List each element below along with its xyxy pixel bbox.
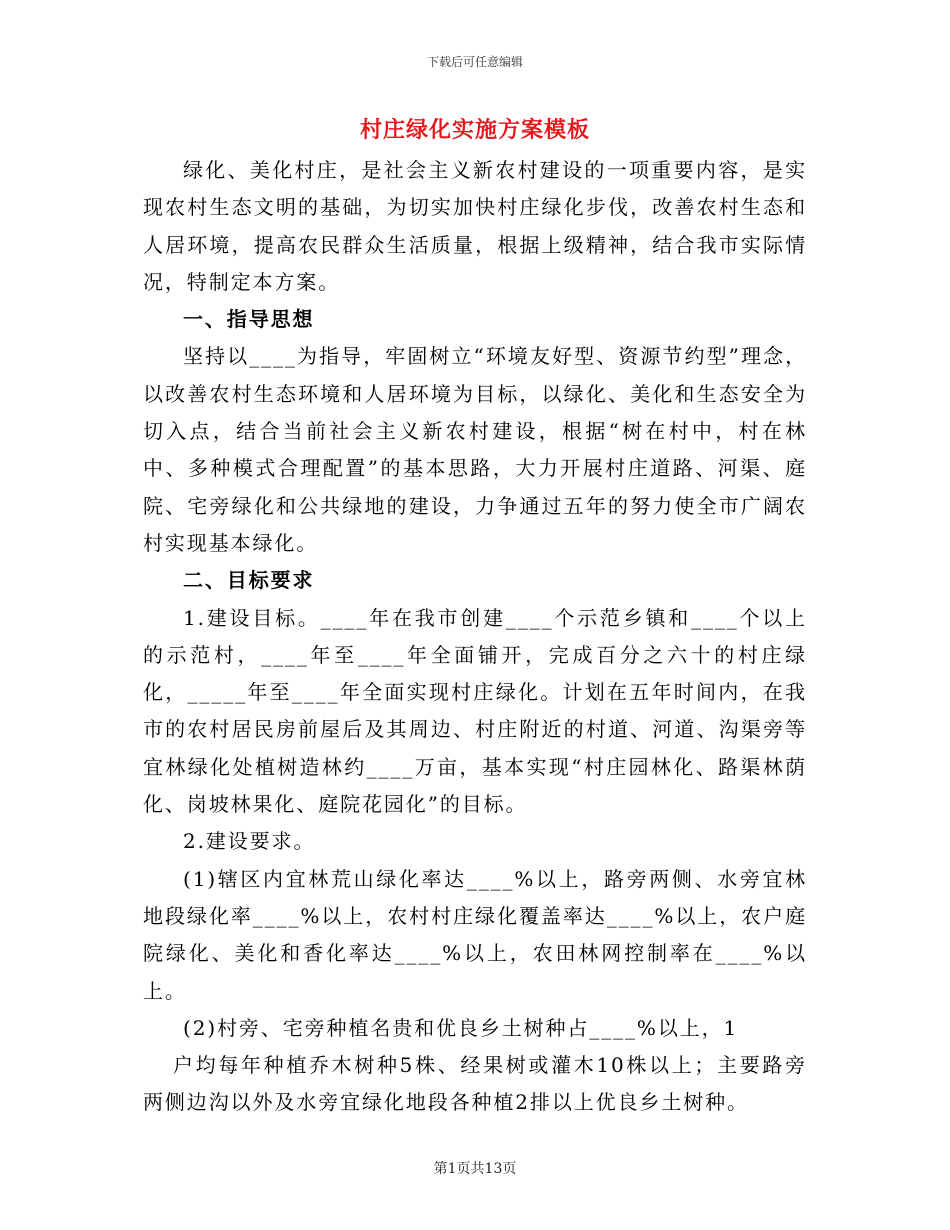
section-heading-guiding-ideology: 一、指导思想 xyxy=(183,307,315,332)
guiding-ideology-paragraph: 坚持以____为指导，牢固树立“环境友好型、资源节约型”理念，以改善农村生态环境和人居环境为目标，以绿化、美化和生态安全为切入点，结合当前社会主义新农村建设，根据“树在村中，村在林中、多种模式合理配置”的基本思路，大力开展村庄道路、河渠、庭院、宅旁绿化和公共绿地的建设，力争通过五年的努力使全市广阔农村实现基本绿化。 xyxy=(143,344,807,555)
requirement-item-2-continued: 户均每年种植乔木树种5株、经果树或灌木10株以上；主要路旁两侧边沟以外及水旁宜绿化地段各种植2排以上优良乡土树种。 xyxy=(143,1053,807,1115)
header-note: 下载后可任意编辑 xyxy=(426,55,523,69)
page-number-footer: 第1页共13页 xyxy=(433,1161,517,1177)
intro-paragraph: 绿化、美化村庄，是社会主义新农村建设的一项重要内容，是实现农村生态文明的基础，为切实加快村庄绿化步伐，改善农村生态和人居环境，提高农民群众生活质量，根据上级精神，结合我市实际情况，特制定本方案。 xyxy=(143,158,807,294)
construction-requirements-heading: 2.建设要求。 xyxy=(183,829,316,854)
requirement-item-1: (1)辖区内宜林荒山绿化率达____%以上，路旁两侧、水旁宜林地段绿化率____%以上，农村村庄绿化覆盖率达____%以上，农户庭院绿化、美化和香化率达____%以上，农田林网控制率在____%以上。 xyxy=(143,866,807,1003)
section-heading-goals: 二、目标要求 xyxy=(183,568,315,593)
construction-goals-paragraph: 1.建设目标。____年在我市创建____个示范乡镇和____个以上的示范村，____年至____年全面铺开，完成百分之六十的村庄绿化，_____年至____年全面实现村庄绿化。计划在五年时间内，在我市的农村居民房前屋后及其周边、村庄附近的村道、河道、沟渠旁等宜林绿化处植树造林约____万亩，基本实现“村庄园林化、路渠林荫化、岗坡林果化、庭院花园化”的目标。 xyxy=(143,605,807,817)
requirement-item-2: (2)村旁、宅旁种植名贵和优良乡土树种占____%以上，1 xyxy=(183,1015,739,1040)
document-body xyxy=(143,152,807,1122)
document-title: 村庄绿化实施方案模板 xyxy=(359,117,590,143)
